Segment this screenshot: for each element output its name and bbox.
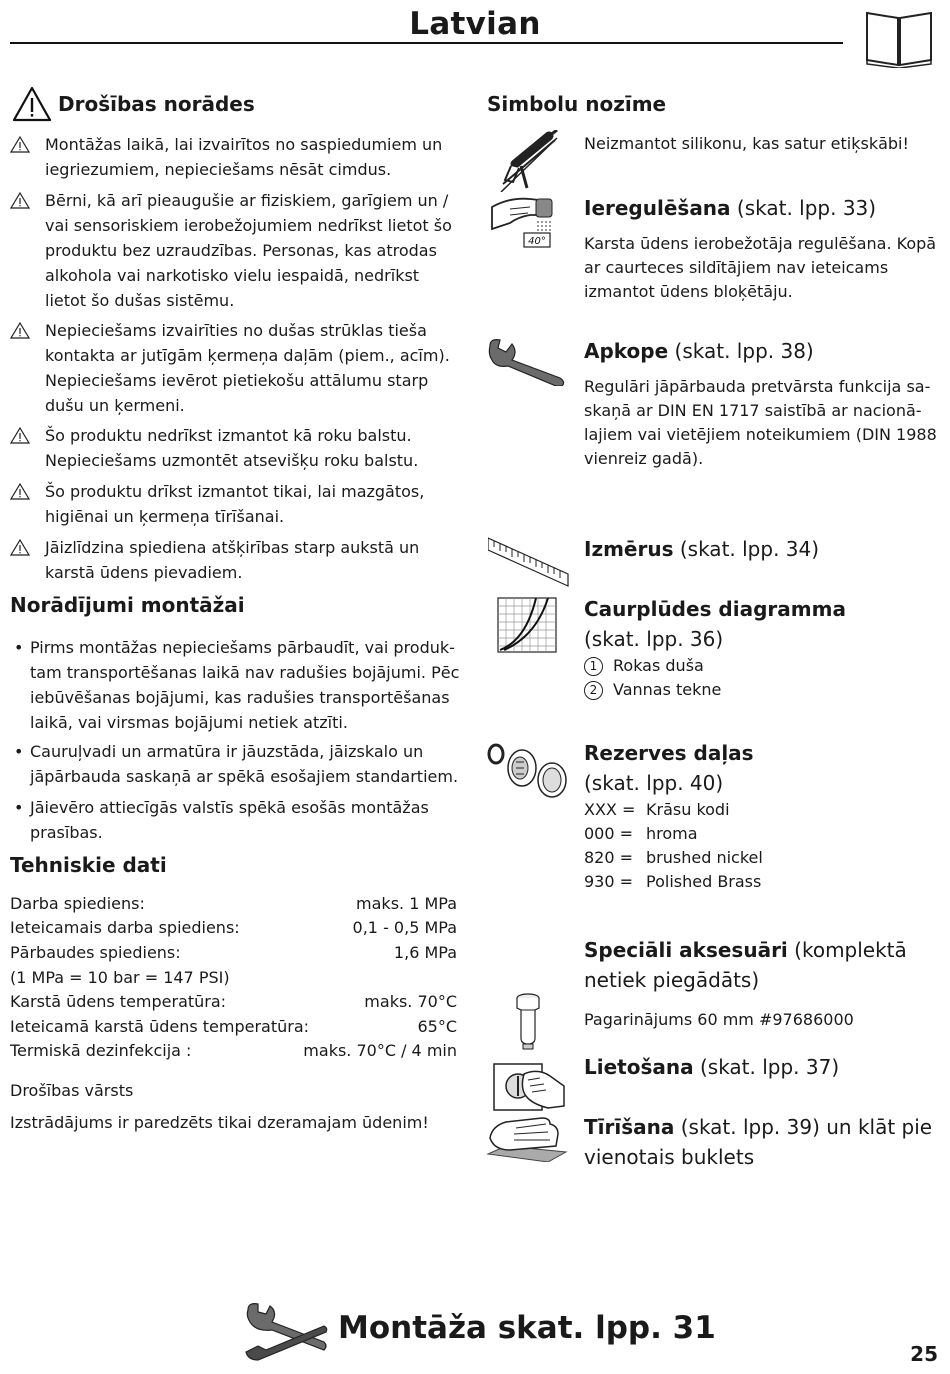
safety-item bbox=[10, 479, 465, 529]
flow-item bbox=[584, 678, 944, 702]
safety-item bbox=[10, 132, 465, 182]
mounting-item bbox=[10, 739, 465, 789]
dimensions-section bbox=[584, 534, 944, 564]
page-title: Latvian bbox=[409, 6, 541, 42]
cleaning-ref-a: (skat. lpp. 39) un klāt pie bbox=[674, 1115, 933, 1139]
flow-ref: (skat. lpp. 36) bbox=[584, 627, 724, 651]
adjust-text: Karsta ūdens ierobežotāja regulēšana. Kopā ar caurteces sildītājiem nav ieteicams izmantot ūdens bloķētāju. bbox=[584, 234, 937, 301]
parts-code-label: Krāsu kodi bbox=[646, 800, 730, 819]
adjust-section bbox=[584, 193, 944, 304]
parts-code-row bbox=[584, 798, 944, 822]
book-icon bbox=[864, 10, 934, 68]
safety-item-text: Bērni, kā arī pieaugušie ar fiziskiem, garīgiem un / vai sensoriskiem ierobežojumiem nedrīkst lietot šo produktu bez uzraudzības. Personas, kas atrodas alkohola vai narkotisko vielu iespaidā, nedrīkst lietot šo dušas sistēmu. bbox=[45, 191, 452, 310]
safety-item-text: Šo produktu nedrīkst izmantot kā roku balstu. Nepieciešams uzmontēt atsevišķu roku balstu. bbox=[45, 426, 419, 470]
tools-icon bbox=[244, 1302, 328, 1362]
tech-title: Tehniskie dati bbox=[10, 853, 167, 877]
mounting-item bbox=[10, 795, 465, 845]
safety-item-text: Nepieciešams izvairīties no dušas strūklas tieša kontakta ar jutīgām ķermeņa daļām (piem., acīm). Nepieciešams ievērot pietiekošu attālumu starp dušu un ķermeni. bbox=[45, 321, 450, 415]
maintenance-section bbox=[584, 336, 944, 471]
tech-value: maks. 70°C bbox=[364, 992, 457, 1011]
flow-section bbox=[584, 594, 944, 702]
mounting-item-text: Cauruļvadi un armatūra ir jāuzstāda, jāizskalo un jāpārbauda saskaņā ar spēkā esošajiem standartiem. bbox=[30, 742, 459, 786]
parts-code: 000 = bbox=[584, 824, 634, 843]
warning-small-icon bbox=[10, 539, 30, 556]
accessories-ref-b: netiek piegādāts) bbox=[584, 968, 760, 992]
ruler-icon bbox=[488, 536, 570, 588]
tech-label: Termiskā dezinfekcija : bbox=[10, 1041, 192, 1060]
safety-item bbox=[10, 188, 465, 313]
assembly-reference: Montāža skat. lpp. 31 bbox=[338, 1310, 716, 1346]
silicone-warning bbox=[584, 132, 944, 156]
adjust-title: Ieregulēšana bbox=[584, 196, 731, 220]
symbols-title: Simbolu nozīme bbox=[487, 92, 667, 116]
parts-code-row bbox=[584, 822, 944, 846]
maintenance-text: Regulāri jāpārbauda pretvārsta funkcija saskaņā ar DIN EN 1717 saistībā ar nacionālajiem vai vietējiem noteikumiem (DIN 1988 vienreiz gadā). bbox=[584, 377, 937, 468]
cleaning-ref-b: vienotais buklets bbox=[584, 1145, 755, 1169]
parts-code-label: brushed nickel bbox=[646, 848, 763, 867]
number-badge: 1 bbox=[584, 657, 603, 676]
tech-value: maks. 1 MPa bbox=[356, 894, 457, 913]
accessories-ref-a: (komplektā bbox=[787, 938, 907, 962]
safety-item-text: Šo produktu drīkst izmantot tikai, lai mazgātos, higiēnai un ķermeņa tīrīšanai. bbox=[45, 482, 425, 526]
extension-icon bbox=[510, 992, 546, 1050]
tech-label: Ieteicamā karstā ūdens temperatūra: bbox=[10, 1017, 310, 1036]
warning-small-icon bbox=[10, 192, 30, 209]
safety-item bbox=[10, 318, 465, 418]
tech-label: Darba spiediens: bbox=[10, 894, 145, 913]
silicone-gun-icon bbox=[497, 130, 561, 192]
parts-code: XXX = bbox=[584, 800, 636, 819]
parts-code-row bbox=[584, 846, 944, 870]
tech-row bbox=[10, 966, 457, 990]
cleaning-hand-icon bbox=[486, 1116, 568, 1162]
wrench-icon bbox=[486, 338, 566, 386]
usage-hand-icon bbox=[492, 1058, 566, 1112]
flow-item-label: Vannas tekne bbox=[613, 680, 722, 699]
dimensions-title: Izmērus bbox=[584, 537, 674, 561]
cleaning-title: Tīrīšana bbox=[584, 1115, 675, 1139]
accessories-text: Pagarinājums 60 mm #97686000 bbox=[584, 1010, 854, 1029]
cleaning-section bbox=[584, 1112, 944, 1172]
thermostat-hand-icon bbox=[490, 193, 564, 251]
safety-item bbox=[10, 423, 465, 473]
flow-diagram-icon bbox=[496, 596, 558, 654]
tech-label: (1 MPa = 10 bar = 147 PSI) bbox=[10, 968, 230, 987]
flow-title: Caurplūdes diagramma bbox=[584, 597, 846, 621]
parts-title: Rezerves daļas bbox=[584, 741, 754, 765]
flow-item bbox=[584, 654, 944, 678]
silicone-text: Neizmantot silikonu, kas satur etiķskābi! bbox=[584, 134, 909, 153]
warning-small-icon bbox=[10, 136, 30, 153]
tech-row bbox=[10, 916, 457, 940]
bullet: • bbox=[14, 638, 24, 657]
parts-code-row bbox=[584, 870, 944, 894]
parts-code-label: Polished Brass bbox=[646, 872, 762, 891]
maintenance-ref: (skat. lpp. 38) bbox=[668, 339, 814, 363]
tech-row bbox=[10, 1015, 457, 1039]
thermo-display: 40° bbox=[528, 236, 546, 247]
bullet: • bbox=[14, 742, 24, 761]
warning-icon bbox=[12, 86, 52, 122]
accessories-title: Speciāli aksesuāri bbox=[584, 938, 788, 962]
mounting-item-text: Pirms montāžas nepieciešams pārbaudīt, vai produktam transportēšanas laikā nav radušies bojājumi. Pēc iebūvēšanas bojājumi, kas radušies transportēšanas laikā, vai virsmas bojājumi netiek atzīti. bbox=[30, 638, 460, 732]
parts-code-label: hroma bbox=[646, 824, 698, 843]
flow-item-label: Rokas duša bbox=[613, 656, 704, 675]
bullet: • bbox=[14, 798, 24, 817]
warning-small-icon bbox=[10, 427, 30, 444]
parts-section bbox=[584, 738, 944, 894]
number-badge: 2 bbox=[584, 681, 603, 700]
tech-value: 65°C bbox=[417, 1017, 457, 1036]
parts-code: 930 = bbox=[584, 872, 634, 891]
tech-label: Ieteicamais darba spiediens: bbox=[10, 918, 240, 937]
usage-title: Lietošana bbox=[584, 1055, 694, 1079]
safety-item-text: Jāizlīdzina spiediena atšķirības starp aukstā un karstā ūdens pievadiem. bbox=[45, 538, 420, 582]
dimensions-ref: (skat. lpp. 34) bbox=[673, 537, 820, 561]
tech-value: 0,1 - 0,5 MPa bbox=[352, 918, 457, 937]
tech-row bbox=[10, 892, 457, 916]
tech-value: 1,6 MPa bbox=[393, 943, 457, 962]
safety-item bbox=[10, 535, 465, 585]
mounting-item-text: Jāievēro attiecīgās valstīs spēkā esošās montāžas prasības. bbox=[30, 798, 429, 842]
warning-small-icon bbox=[10, 322, 30, 339]
spare-parts-icon bbox=[486, 738, 570, 800]
usage-section bbox=[584, 1052, 944, 1082]
safety-title: Drošības norādes bbox=[58, 92, 255, 116]
adjust-ref: (skat. lpp. 33) bbox=[730, 196, 877, 220]
mounting-item bbox=[10, 635, 465, 735]
maintenance-title: Apkope bbox=[584, 339, 669, 363]
mounting-title: Norādījumi montāžai bbox=[10, 593, 245, 617]
usage-ref: (skat. lpp. 37) bbox=[693, 1055, 840, 1079]
tech-row bbox=[10, 990, 457, 1014]
tech-label: Karstā ūdens temperatūra: bbox=[10, 992, 227, 1011]
tech-row bbox=[10, 1039, 457, 1063]
header-rule bbox=[10, 42, 843, 44]
tech-row bbox=[10, 941, 457, 965]
tech-label: Pārbaudes spiediens: bbox=[10, 943, 181, 962]
parts-ref: (skat. lpp. 40) bbox=[584, 771, 724, 795]
parts-code: 820 = bbox=[584, 848, 634, 867]
warning-small-icon bbox=[10, 483, 30, 500]
tech-value: maks. 70°C / 4 min bbox=[303, 1041, 457, 1060]
drinking-water-note: Izstrādājums ir paredzēts tikai dzeramajam ūdenim! bbox=[10, 1113, 429, 1132]
safety-valve-text: Drošības vārsts bbox=[10, 1081, 134, 1100]
accessories-section bbox=[584, 935, 944, 1032]
page-number: 25 bbox=[910, 1342, 938, 1366]
safety-item-text: Montāžas laikā, lai izvairītos no saspiedumiem un iegriezumiem, nepieciešams nēsāt cimdus. bbox=[45, 135, 443, 179]
